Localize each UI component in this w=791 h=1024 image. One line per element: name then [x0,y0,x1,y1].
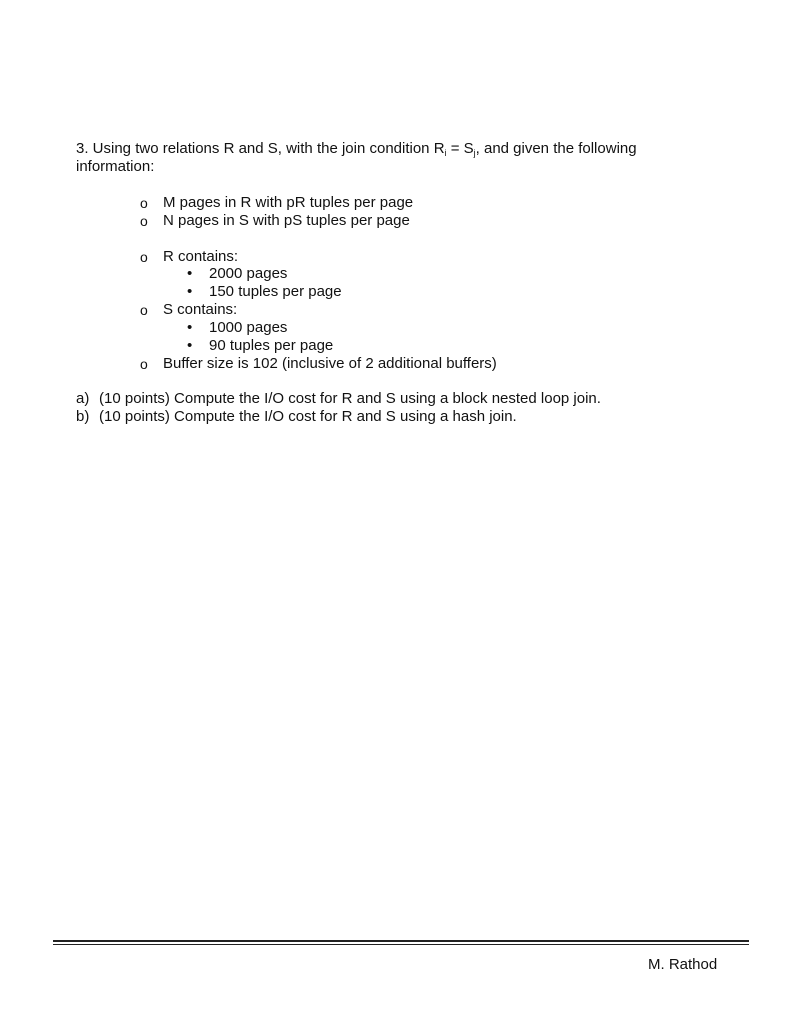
list-marker: o [140,249,148,265]
list-marker: o [140,356,148,372]
footer-rule-thin [53,944,749,945]
part-b-label: b) [76,408,90,425]
subscript-i: i [444,148,447,158]
sub-list-marker: • [187,283,193,300]
part-a-label: a) [76,390,90,407]
list-item-s-contains: S contains: [163,301,238,318]
list-marker: o [140,213,148,229]
r-detail-pages: 2000 pages [209,265,288,282]
subscript-j: j [473,148,476,158]
sub-list-marker: • [187,265,193,282]
question-intro-line-1 [76,140,637,158]
footer-author [648,956,718,973]
list-item-m-pages: M pages in R with pR tuples per page [163,194,414,211]
sub-list-marker: • [187,337,193,354]
sub-list-marker: • [187,319,193,336]
r-detail-tuples: 150 tuples per page [209,283,342,300]
list-marker: o [140,195,148,211]
question-intro-tail: , and given the following [475,140,637,157]
s-detail-pages: 1000 pages [209,319,288,336]
list-marker: o [140,302,148,318]
list-item-r-contains: R contains: [163,248,239,265]
part-a-text: (10 points) Compute the I/O cost for R and S using a block nested loop join. [99,390,601,407]
list-item-n-pages: N pages in S with pS tuples per page [163,212,410,229]
list-item-buffer-size: Buffer size is 102 (inclusive of 2 additional buffers) [163,355,497,372]
question-intro-text: 3. Using two relations R and S, with the join condition R [76,140,445,157]
equals-text: = S [446,140,474,157]
question-intro-line-2: information: [76,158,155,175]
s-detail-tuples: 90 tuples per page [209,337,334,354]
footer-rule-thick [53,940,749,942]
footer-author-text: M. Rathod [648,956,718,973]
part-b-text: (10 points) Compute the I/O cost for R and S using a hash join. [99,408,517,425]
